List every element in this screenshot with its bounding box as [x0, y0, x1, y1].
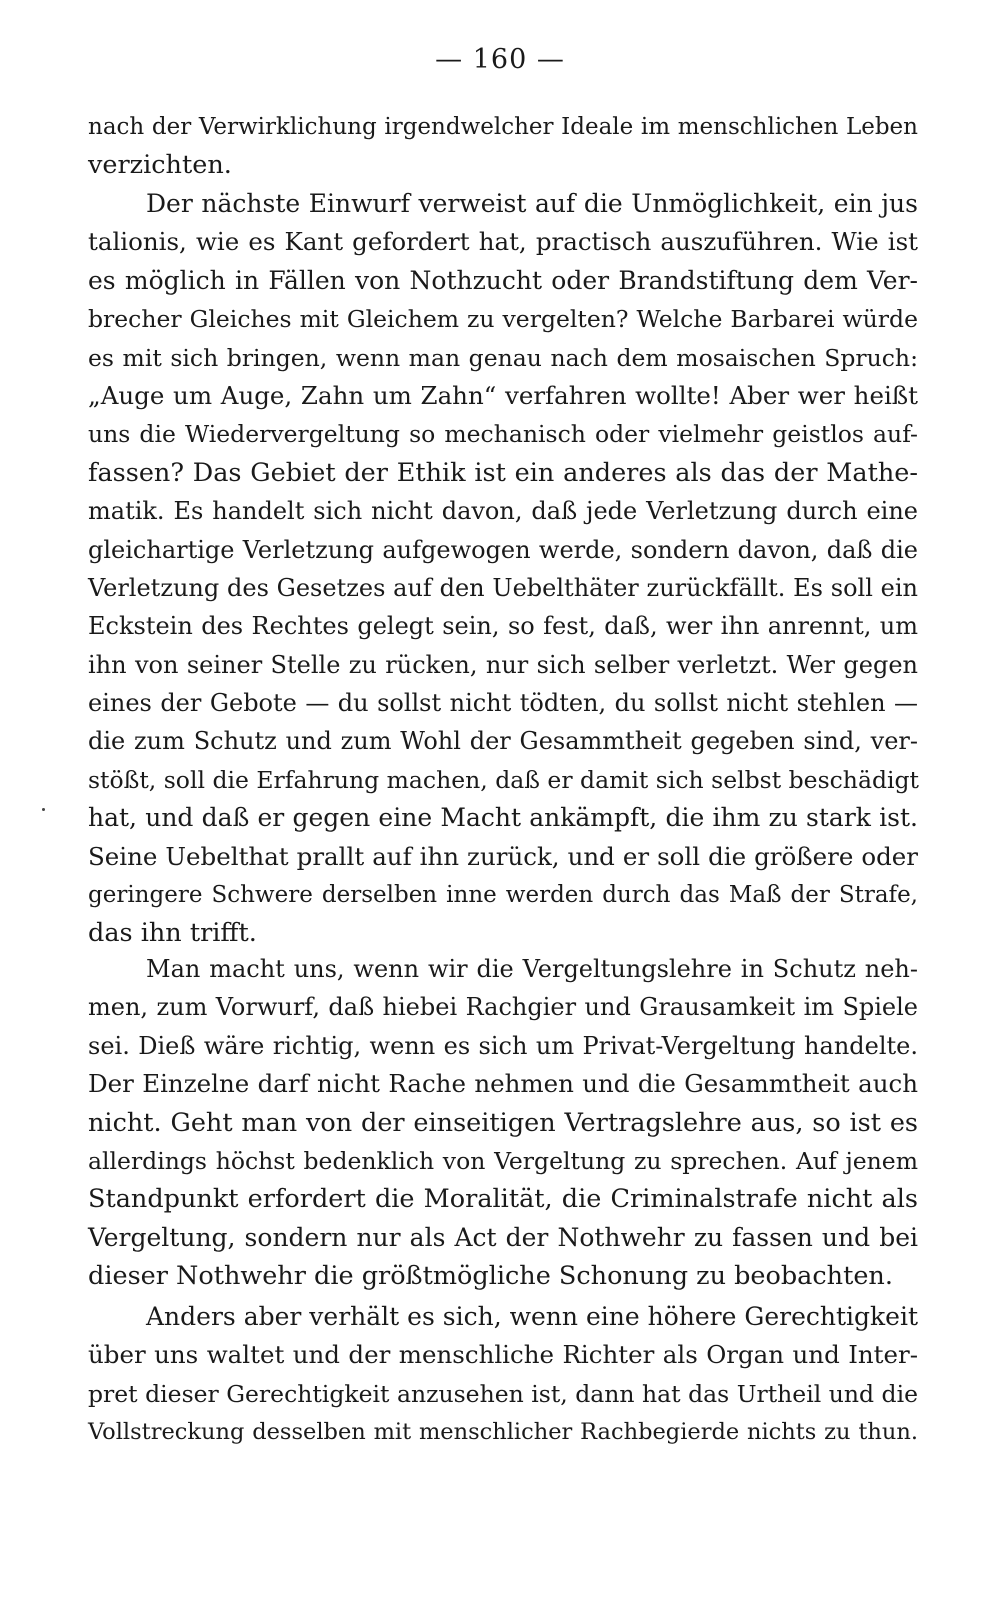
text-line: nach der Verwirklichung irgendwelcher Ideale im menschlichen Leben	[88, 114, 918, 140]
text-line: geringere Schwere derselben inne werden durch das Maß der Strafe,	[88, 882, 918, 909]
text-line: Verletzung des Gesetzes auf den Uebelthäter zurückfällt. Es soll ein	[88, 573, 918, 602]
text-line: stößt, soll die Erfahrung machen, daß er damit sich selbst beschädigt	[88, 765, 920, 794]
text-line: Standpunkt erfordert die Moralität, die Criminalstrafe nicht als	[88, 1184, 918, 1215]
text-line: Seine Uebelthat prallt auf ihn zurück, und er soll die größere oder	[88, 841, 918, 871]
text-line: gleichartige Verletzung aufgewogen werde, sondern davon, daß die	[88, 535, 918, 564]
text-line: brecher Gleiches mit Gleichem zu vergelten? Welche Barbarei würde	[88, 305, 918, 334]
text-line: sei. Dieß wäre richtig, wenn es sich um Privat-Vergeltung handelte.	[88, 1031, 918, 1060]
text-line: ihn von seiner Stelle zu rücken, nur sich selber verletzt. Wer gegen	[88, 650, 918, 679]
text-line: Eckstein des Rechtes gelegt sein, so fest, daß, wer ihn anrennt, um	[88, 612, 918, 641]
text-line: uns die Wiedervergeltung so mechanisch oder vielmehr geistlos auf-	[88, 420, 918, 449]
text-line: verzichten.	[88, 150, 232, 181]
text-line: matik. Es handelt sich nicht davon, daß jede Verletzung durch eine	[88, 497, 918, 526]
text-line: Vergeltung, sondern nur als Act der Nothwehr zu fassen und bei	[88, 1222, 918, 1252]
text-line: allerdings höchst bedenklich von Vergeltung zu sprechen. Auf jenem	[88, 1146, 918, 1175]
text-line: hat, und daß er gegen eine Macht ankämpft, die ihm zu stark ist.	[88, 803, 918, 833]
text-line: Der Einzelne darf nicht Rache nehmen und die Gesammtheit auch	[88, 1069, 918, 1099]
text-line: eines der Gebote — du sollst nicht tödten, du sollst nicht stehlen —	[88, 689, 918, 718]
text-line: talionis, wie es Kant gefordert hat, practisch auszuführen. Wie ist	[88, 227, 918, 257]
text-line: fassen? Das Gebiet der Ethik ist ein anderes als das der Mathe-	[88, 457, 918, 488]
text-line: es mit sich bringen, wenn man genau nach dem mosaischen Spruch:	[88, 343, 918, 372]
text-line: das ihn trifft.	[88, 918, 257, 949]
paragraph-2	[88, 185, 918, 953]
text-line: dieser Nothwehr die größtmögliche Schonung zu beobachten.	[88, 1261, 893, 1292]
text-line: pret dieser Gerechtigkeit anzusehen ist, dann hat das Urtheil und die	[88, 1379, 918, 1408]
text-line: nicht. Geht man von der einseitigen Vertragslehre aus, so ist es	[88, 1107, 918, 1138]
text-line: über uns waltet und der menschliche Richter als Organ und Inter-	[88, 1340, 918, 1370]
paragraph-3	[88, 950, 918, 1296]
text-line: es möglich in Fällen von Nothzucht oder Brandstiftung dem Ver-	[88, 265, 918, 295]
paragraph-4	[88, 1298, 918, 1452]
text-line: Vollstreckung desselben mit menschlicher Rachbegierde nichts zu thun.	[88, 1419, 918, 1446]
paragraph-1	[88, 108, 918, 185]
text-line: „Auge um Auge, Zahn um Zahn“ verfahren wollte! Aber wer heißt	[88, 380, 918, 410]
text-line: die zum Schutz und zum Wohl der Gesammtheit gegeben sind, ver-	[88, 727, 918, 756]
margin-mark	[42, 808, 45, 811]
text-line: Der nächste Einwurf verweist auf die Unmöglichkeit, ein jus	[146, 189, 918, 218]
text-line: Man macht uns, wenn wir die Vergeltungslehre in Schutz neh-	[146, 955, 918, 983]
page-number: — 160 —	[435, 44, 565, 75]
text-line: Anders aber verhält es sich, wenn eine höhere Gerechtigkeit	[146, 1302, 918, 1331]
text-line: men, zum Vorwurf, daß hiebei Rachgier und Grausamkeit im Spiele	[88, 993, 918, 1022]
